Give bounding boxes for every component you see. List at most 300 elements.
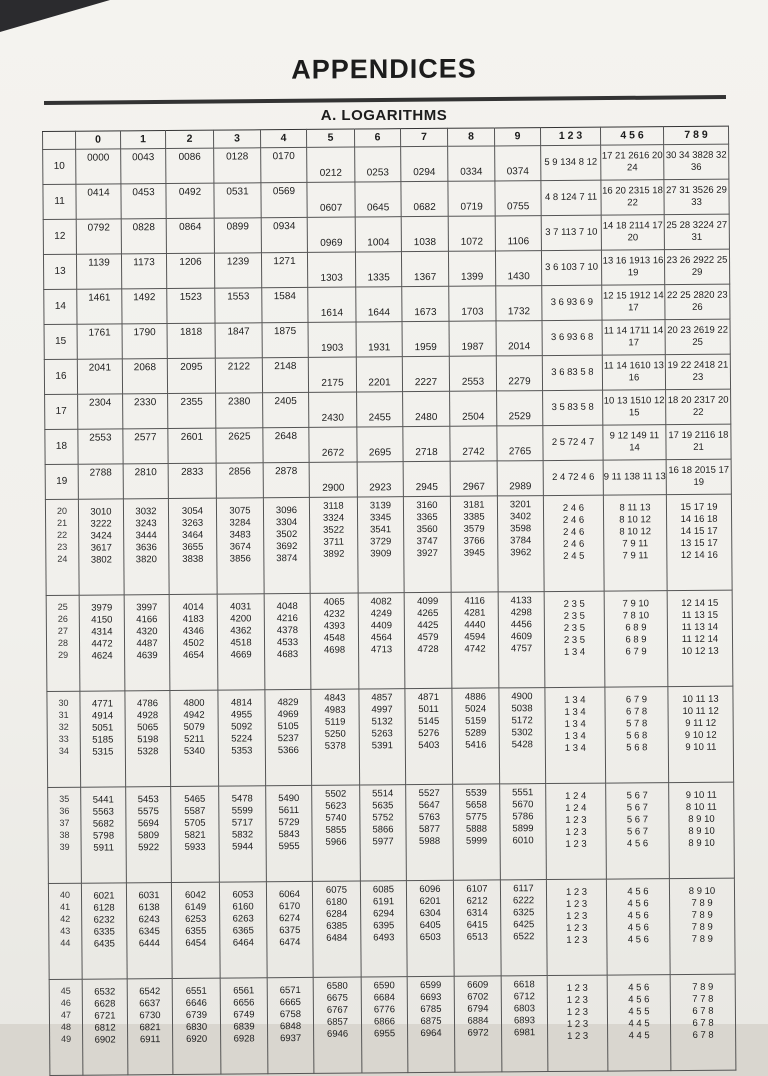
cell-line: 4683 [276, 648, 299, 660]
mantissa-cell: 0000 [76, 149, 121, 184]
cell-line: 6274 [279, 912, 301, 924]
cell-line: 3 7 10 [571, 261, 599, 273]
row-numbers [45, 499, 79, 595]
cell-line: 12 14 16 [680, 549, 718, 561]
cell-line: 8 11 13 [619, 502, 651, 514]
proportional-parts-123 [542, 320, 602, 355]
mantissa-cell: 0682 [401, 181, 448, 216]
cell-line: 6776 [373, 1004, 396, 1016]
cell-line: 6042 [184, 889, 207, 901]
cell-line: 3424 [90, 530, 112, 542]
cell-line: 10 11 12 [682, 705, 719, 717]
column-header: 8 [447, 128, 494, 146]
cell-line: 5315 [92, 746, 114, 758]
cell-line: 5888 [465, 823, 488, 835]
cell-line: 5832 [231, 829, 254, 841]
cell-line: 3 6 9 [550, 331, 573, 344]
cell-line: 38 [59, 829, 70, 840]
cell-line: 47 [60, 1009, 71, 1020]
cell-line: 5465 [184, 793, 206, 805]
cell-line: 5821 [184, 829, 206, 841]
cell-line: 6503 [419, 931, 441, 943]
cell-line: 4786 [136, 698, 159, 710]
cell-line: 6522 [513, 930, 535, 942]
cell-line: 6830 [185, 1021, 208, 1033]
mantissa-column [498, 592, 545, 688]
cell-line: 3 6 8 [572, 331, 594, 343]
cell-line: 4298 [510, 607, 532, 619]
cell-line: 4133 [510, 595, 532, 607]
cell-line: 3 6 9 [571, 296, 594, 308]
cell-line: 4 5 6 [627, 921, 649, 934]
mantissa-column [82, 979, 128, 1075]
cell-line: 2 4 6 [562, 502, 585, 514]
cell-line: 3838 [182, 553, 204, 565]
cell-line: 10 11 13 [682, 693, 719, 705]
cell-line: 5717 [231, 817, 254, 829]
cell-line: 8 9 10 [688, 885, 716, 897]
cell-line: 6284 [326, 908, 348, 920]
cell-line: 1 2 3 [566, 922, 588, 934]
column-header: 6 [354, 129, 400, 147]
mantissa-cell: 0374 [495, 146, 541, 181]
proportional-parts-456 [602, 285, 665, 320]
cell-line: 3181 [463, 499, 485, 511]
table-row [44, 319, 730, 359]
cell-line: 5911 [93, 842, 114, 854]
row-numbers [47, 691, 81, 787]
table-row-group [45, 494, 732, 595]
table-body [43, 144, 736, 1075]
cell-line: 4871 [417, 691, 440, 704]
cell-line: 5 6 7 [626, 825, 649, 838]
cell-line: 5 6 7 [626, 802, 648, 814]
mantissa-column [310, 593, 359, 689]
cell-line: 37 [59, 817, 70, 828]
cell-line: 3560 [416, 523, 438, 535]
cell-line: 6085 [372, 884, 395, 896]
cell-line: 5775 [465, 811, 488, 823]
cell-line: 5966 [325, 836, 347, 848]
mantissa-column [81, 787, 127, 883]
mantissa-cell: 1732 [496, 286, 542, 321]
column-header: 0 [76, 131, 121, 149]
mantissa-cell: 2430 [309, 392, 357, 427]
cell-line: 6794 [467, 1003, 489, 1015]
proportional-parts-789 [666, 494, 732, 591]
cell-line: 6180 [325, 896, 348, 908]
cell-line: 1 3 4 [564, 730, 586, 742]
cell-line: 5899 [512, 822, 534, 834]
cell-line: 26 29 33 [691, 184, 727, 208]
cell-line: 1 2 3 [566, 982, 588, 994]
mantissa-cell: 1790 [122, 324, 167, 359]
mantissa-cell: 1553 [215, 288, 262, 323]
cell-line: 20 [56, 505, 68, 516]
cell-line: 4393 [323, 620, 346, 632]
mantissa-cell: 1673 [402, 286, 449, 321]
cell-line: 4609 [510, 630, 533, 643]
cell-line: 1 3 4 [564, 706, 586, 718]
cell-line: 4548 [323, 632, 346, 644]
mantissa-cell: 2553 [449, 356, 496, 391]
cell-line: 8 10 11 [685, 801, 717, 813]
cell-line: 1 2 3 [566, 1006, 589, 1018]
mantissa-cell: 0128 [214, 148, 261, 183]
cell-line: 6893 [513, 1014, 536, 1026]
cell-line: 3243 [135, 518, 157, 530]
cell-line: 7 8 9 [691, 909, 713, 921]
cell-line: 22 [57, 529, 68, 540]
table-row-group [48, 878, 735, 979]
table-row [45, 459, 731, 499]
cell-line: 6866 [373, 1015, 396, 1028]
cell-line: 9 10 11 [685, 789, 717, 801]
cell-line: 6 7 8 [692, 1005, 714, 1017]
cell-line: 5877 [418, 823, 441, 835]
mantissa-cell: 2201 [356, 357, 402, 392]
cell-line: 11 12 14 [681, 633, 719, 645]
cell-line: 6325 [513, 906, 535, 919]
cell-line: 4829 [277, 697, 299, 709]
cell-line: 6454 [185, 937, 207, 949]
cell-line: 6212 [466, 895, 488, 907]
mantissa-column [266, 881, 313, 977]
mantissa-column [168, 498, 217, 594]
cell-line: 6010 [512, 834, 534, 846]
proportional-parts-789 [667, 590, 733, 687]
cell-line: 6665 [279, 996, 301, 1009]
cell-line: 6884 [467, 1015, 489, 1027]
mantissa-column [309, 497, 358, 593]
cell-line: 4440 [464, 619, 486, 631]
cell-line: 15 17 19 [680, 501, 718, 513]
cell-line: 5694 [137, 817, 160, 830]
mantissa-column [357, 497, 404, 593]
mantissa-cell: 0864 [166, 218, 214, 253]
cell-line: 5353 [231, 744, 253, 757]
row-number: 16 [44, 359, 77, 394]
cell-line: 5478 [231, 793, 253, 805]
mantissa-column [450, 496, 498, 592]
cell-line: 4983 [324, 704, 346, 716]
mantissa-column [311, 689, 360, 785]
cell-line: 5999 [465, 835, 488, 847]
cell-line: 17 19 21 [668, 429, 705, 442]
mantissa-cell: 1903 [308, 322, 356, 357]
column-header [43, 131, 76, 149]
cell-line: 21 [57, 517, 68, 528]
cell-line: 1 2 3 [566, 934, 588, 946]
mantissa-cell: 0492 [166, 183, 214, 218]
cell-line: 5682 [92, 818, 115, 830]
cell-line: 6902 [94, 1034, 116, 1046]
cell-line: 5065 [137, 721, 159, 734]
cell-line: 12 14 15 [681, 597, 719, 609]
cell-line: 18 20 23 [667, 394, 705, 407]
mantissa-column [263, 497, 310, 593]
cell-line: 16 20 24 [626, 150, 663, 174]
cell-line: 5977 [372, 835, 394, 847]
mantissa-cell: 1004 [355, 217, 401, 252]
cell-line: 5944 [232, 840, 254, 853]
proportional-parts-123 [541, 215, 601, 250]
mantissa-column [497, 496, 544, 592]
cell-line: 5 6 8 [626, 741, 648, 753]
proportional-parts-456 [601, 250, 664, 285]
mantissa-cell: 0043 [121, 149, 166, 184]
mantissa-column [264, 593, 311, 689]
cell-line: 4 5 6 [628, 982, 650, 994]
mantissa-cell: 0253 [355, 147, 401, 182]
cell-line: 3 5 8 [572, 401, 594, 413]
cell-line: 5011 [418, 703, 439, 715]
mantissa-cell: 1523 [167, 288, 215, 323]
mantissa-column [124, 595, 170, 691]
cell-line: 8 9 10 [688, 837, 715, 849]
row-number: 13 [43, 254, 76, 289]
cell-line: 2 4 7 [552, 471, 574, 484]
cell-line: 1 3 4 [563, 646, 586, 658]
cell-line: 3766 [463, 535, 485, 547]
cell-line: 10 13 16 [628, 360, 664, 384]
cell-line: 6609 [467, 979, 489, 991]
cell-line: 4456 [510, 618, 532, 631]
mantissa-column [403, 496, 451, 592]
proportional-parts-123 [546, 783, 607, 879]
mantissa-column [358, 593, 405, 689]
proportional-parts-789 [664, 214, 729, 250]
cell-line: 3502 [276, 528, 298, 540]
mantissa-cell: 2577 [123, 429, 168, 464]
cell-line: 5740 [325, 812, 347, 824]
cell-line: 10 12 13 [681, 645, 719, 657]
cell-line: 4654 [182, 649, 205, 661]
cell-line: 3820 [135, 553, 157, 565]
proportional-parts-789 [664, 249, 729, 285]
mantissa-cell: 1818 [167, 323, 215, 358]
cell-line: 6064 [278, 888, 301, 901]
cell-line: 3747 [416, 535, 438, 547]
cell-line: 6618 [513, 979, 535, 991]
cell-line: 6314 [466, 907, 488, 919]
cell-line: 6053 [232, 889, 254, 901]
mantissa-cell: 2227 [402, 356, 449, 391]
cell-line: 5611 [278, 804, 300, 817]
mantissa-cell: 1367 [401, 251, 448, 286]
cell-line: 5786 [512, 810, 534, 823]
cell-line: 33 [58, 733, 69, 744]
cell-line: 6542 [139, 986, 161, 998]
cell-line: 6395 [373, 919, 395, 932]
cell-line: 4669 [230, 648, 252, 661]
mantissa-column [216, 498, 264, 594]
mantissa-cell: 1875 [262, 322, 308, 357]
cell-line: 5263 [371, 727, 393, 740]
mantissa-cell: 1399 [448, 251, 495, 286]
mantissa-column [360, 785, 407, 881]
mantissa-column [169, 594, 218, 690]
column-header: 5 [306, 129, 354, 147]
cell-line: 5416 [465, 739, 487, 751]
cell-line: 25 28 32 [666, 219, 704, 232]
column-header: 1 2 3 [540, 127, 600, 145]
cell-line: 5539 [465, 787, 487, 799]
cell-line: 4346 [182, 625, 205, 637]
cell-line: 6730 [139, 1009, 161, 1022]
cell-line: 14 17 20 [627, 220, 663, 244]
cell-line: 11 13 14 [681, 621, 719, 633]
cell-line: 4564 [370, 631, 393, 644]
cell-line: 10 12 15 [628, 395, 665, 419]
cell-line: 4800 [183, 697, 205, 709]
proportional-parts-456 [605, 687, 669, 783]
mantissa-cell: 2480 [403, 391, 450, 426]
row-numbers [48, 787, 82, 883]
row-number: 18 [45, 429, 78, 464]
proportional-parts-456 [603, 425, 666, 460]
proportional-parts-789 [664, 179, 729, 215]
cell-line: 6848 [279, 1020, 302, 1032]
cell-line: 34 [58, 745, 69, 756]
cell-line: 18 21 23 [692, 359, 729, 383]
proportional-parts-789 [666, 424, 731, 460]
cell-line: 32 [58, 721, 69, 732]
mantissa-cell: 0719 [448, 181, 495, 216]
proportional-parts-456 [601, 180, 664, 215]
cell-line: 4 5 6 [628, 994, 650, 1006]
cell-line: 4320 [136, 625, 158, 638]
mantissa-column [500, 880, 547, 976]
mantissa-cell: 2788 [78, 464, 123, 499]
cell-line: 6 7 8 [625, 706, 648, 718]
cell-line: 4362 [230, 625, 252, 637]
cell-line: 4 5 6 [627, 933, 649, 945]
cell-line: 15 17 19 [693, 464, 730, 488]
cell-line: 6955 [373, 1027, 396, 1039]
mantissa-cell: 2095 [167, 358, 215, 393]
cell-line: 5366 [277, 744, 299, 756]
cell-line: 6304 [419, 907, 441, 919]
cell-line: 6875 [420, 1015, 442, 1027]
mantissa-cell: 0792 [76, 219, 121, 254]
cell-line: 6128 [93, 902, 115, 914]
cell-line: 3201 [509, 499, 532, 511]
cell-line: 6107 [466, 883, 488, 895]
cell-line: 24 27 31 [691, 219, 728, 243]
proportional-parts-123 [543, 425, 603, 460]
cell-line: 3636 [135, 541, 157, 553]
proportional-parts-789 [670, 974, 736, 1071]
cell-line: 4166 [136, 613, 158, 626]
cell-line: 5575 [137, 805, 159, 818]
cell-line: 2 4 6 [562, 514, 585, 526]
table-row-group [47, 686, 734, 787]
row-number: 19 [45, 464, 78, 499]
cell-line: 3 6 10 [545, 261, 572, 274]
cell-line: 4518 [230, 637, 252, 649]
cell-line: 5079 [183, 721, 205, 733]
cell-line: 4900 [511, 691, 533, 703]
mantissa-cell: 1492 [122, 289, 167, 324]
table-row [43, 214, 729, 254]
cell-line: 5185 [92, 734, 114, 746]
mantissa-cell: 2856 [216, 463, 263, 498]
mantissa-cell: 0645 [355, 182, 401, 217]
cell-line: 4031 [230, 601, 252, 613]
mantissa-cell: 1847 [215, 323, 262, 358]
mantissa-column [313, 977, 362, 1073]
cell-line: 4757 [510, 642, 533, 654]
cell-line: 20 23 26 [667, 324, 705, 337]
mantissa-cell: 1761 [77, 324, 122, 359]
cell-line: 2 3 5 [563, 634, 586, 646]
cell-line: 4502 [182, 637, 205, 649]
cell-line: 9 12 14 [609, 430, 642, 442]
cell-line: 6425 [513, 918, 535, 930]
mantissa-cell: 0086 [166, 148, 214, 183]
cell-line: 4928 [136, 709, 159, 722]
cell-line: 3032 [135, 506, 157, 518]
cell-line: 6981 [513, 1026, 536, 1038]
cell-line: 43 [60, 925, 71, 936]
column-header: 1 [121, 131, 166, 149]
mantissa-column [404, 592, 452, 688]
cell-line: 12 15 19 [602, 290, 640, 302]
proportional-parts-123 [542, 285, 602, 320]
cell-line: 7 8 9 [691, 933, 713, 945]
cell-line: 5289 [465, 727, 487, 739]
cell-line: 6571 [279, 984, 301, 997]
cell-line: 3444 [135, 529, 157, 542]
mantissa-cell: 2923 [357, 462, 403, 497]
mantissa-cell: 1931 [356, 322, 402, 357]
proportional-parts-789 [665, 319, 730, 355]
title-rule [44, 95, 726, 105]
cell-line: 24 [57, 553, 68, 564]
cell-line: 6675 [326, 992, 348, 1004]
table-row-group [46, 590, 733, 691]
cell-line: 5051 [92, 722, 114, 734]
mantissa-column [360, 881, 407, 977]
cell-line: 6 8 9 [625, 633, 647, 646]
cell-line: 8 9 10 [688, 813, 715, 825]
cell-line: 23 26 29 [666, 254, 704, 267]
cell-line: 3655 [182, 541, 204, 553]
cell-line: 15 18 22 [627, 185, 663, 209]
cell-line: 4183 [182, 613, 204, 625]
mantissa-cell: 2601 [168, 428, 216, 463]
cell-line: 6785 [420, 1003, 442, 1015]
cell-line: 6 8 9 [625, 622, 647, 634]
cell-line: 16 20 23 [602, 185, 640, 197]
cell-line: 29 [58, 649, 69, 660]
mantissa-cell: 0453 [121, 184, 166, 219]
mantissa-cell: 2504 [450, 391, 497, 426]
cell-line: 46 [60, 997, 71, 1008]
cell-line: 4116 [464, 595, 485, 607]
cell-line: 6590 [373, 980, 395, 992]
logarithm-table [42, 126, 736, 1076]
cell-line: 3160 [416, 499, 438, 512]
mantissa-column [81, 883, 127, 979]
mantissa-column [266, 785, 313, 881]
cell-line: 1 2 3 [565, 898, 588, 910]
cell-line: 6702 [467, 991, 489, 1003]
cell-line: 16 18 21 [693, 429, 729, 453]
cell-line: 5119 [324, 716, 346, 728]
proportional-parts-123 [543, 460, 603, 495]
